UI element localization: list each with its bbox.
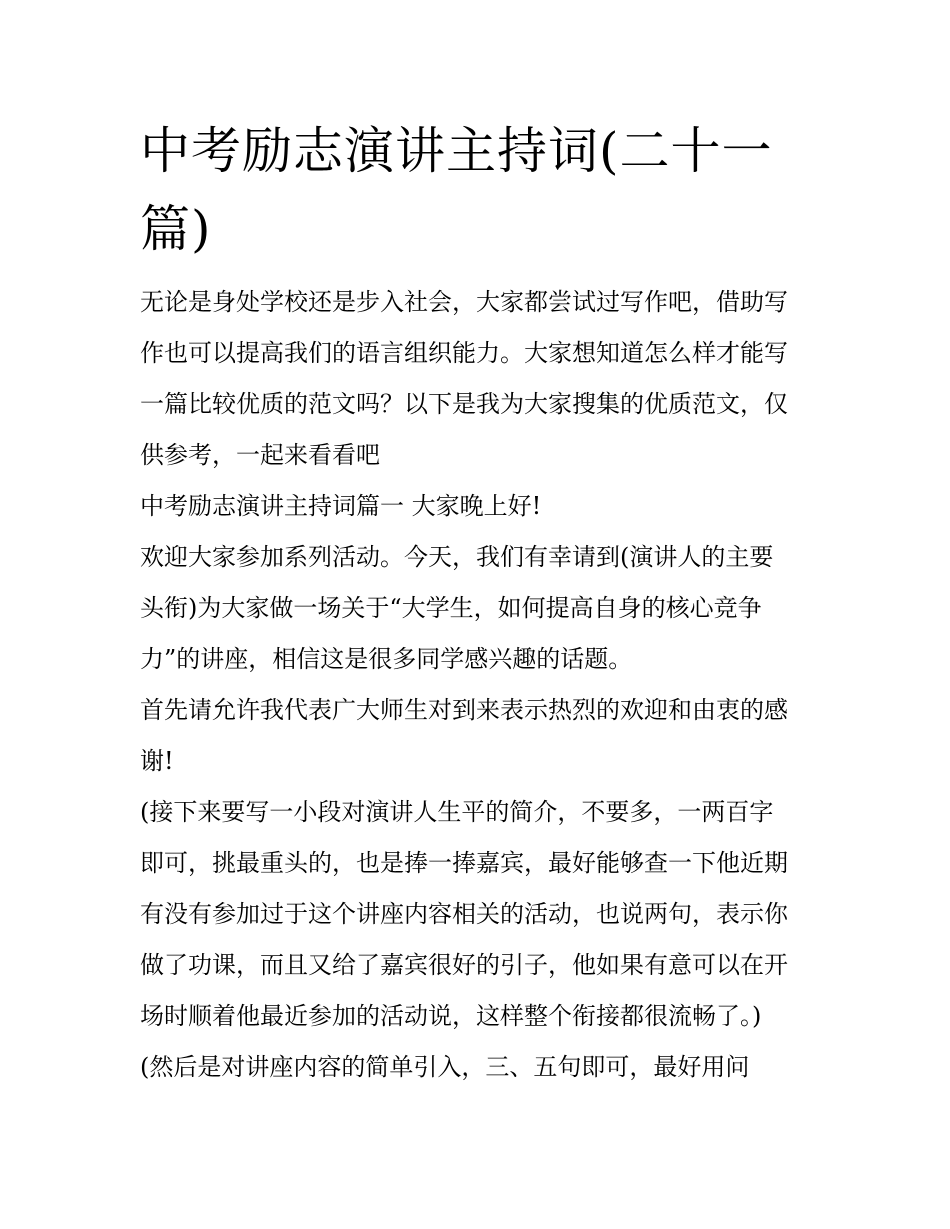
body-line: 有没有参加过于这个讲座内容相关的活动，也说两句，表示你	[140, 900, 788, 928]
title-line: 篇)	[140, 200, 212, 258]
section-heading-line: 中考励志演讲主持词篇一 大家晚上好!	[140, 492, 542, 520]
body-line: 欢迎大家参加系列活动。今天，我们有幸请到(演讲人的主要	[140, 543, 774, 571]
document-body	[140, 277, 820, 1093]
body-line: 即可，挑最重头的，也是捧一捧嘉宾，最好能够查一下他近期	[140, 849, 788, 877]
body-line: 场时顺着他最近参加的活动说，这样整个衔接都很流畅了。)	[140, 1002, 762, 1030]
document-title	[140, 112, 830, 268]
title-line: 中考励志演讲主持词(二十一	[140, 122, 773, 180]
body-line: (然后是对讲座内容的简单引入，三、五句即可，最好用问	[140, 1053, 750, 1081]
body-line: 供参考，一起来看看吧	[140, 441, 380, 469]
body-line: 一篇比较优质的范文吗？以下是我为大家搜集的优质范文，仅	[140, 390, 788, 418]
body-line: 力”的讲座，相信这是很多同学感兴趣的话题。	[140, 645, 633, 673]
body-line: 作也可以提高我们的语言组织能力。大家想知道怎么样才能写	[140, 339, 788, 367]
body-line: 首先请允许我代表广大师生对到来表示热烈的欢迎和由衷的感	[140, 696, 788, 724]
body-line: 头衔)为大家做一场关于“大学生，如何提高自身的核心竞争	[140, 594, 762, 622]
body-line: 做了功课，而且又给了嘉宾很好的引子，他如果有意可以在开	[140, 951, 788, 979]
body-line: 谢!	[140, 747, 174, 775]
body-line: (接下来要写一小段对演讲人生平的简介，不要多，一两百字	[140, 798, 774, 826]
body-line: 无论是身处学校还是步入社会，大家都尝试过写作吧，借助写	[140, 288, 788, 316]
